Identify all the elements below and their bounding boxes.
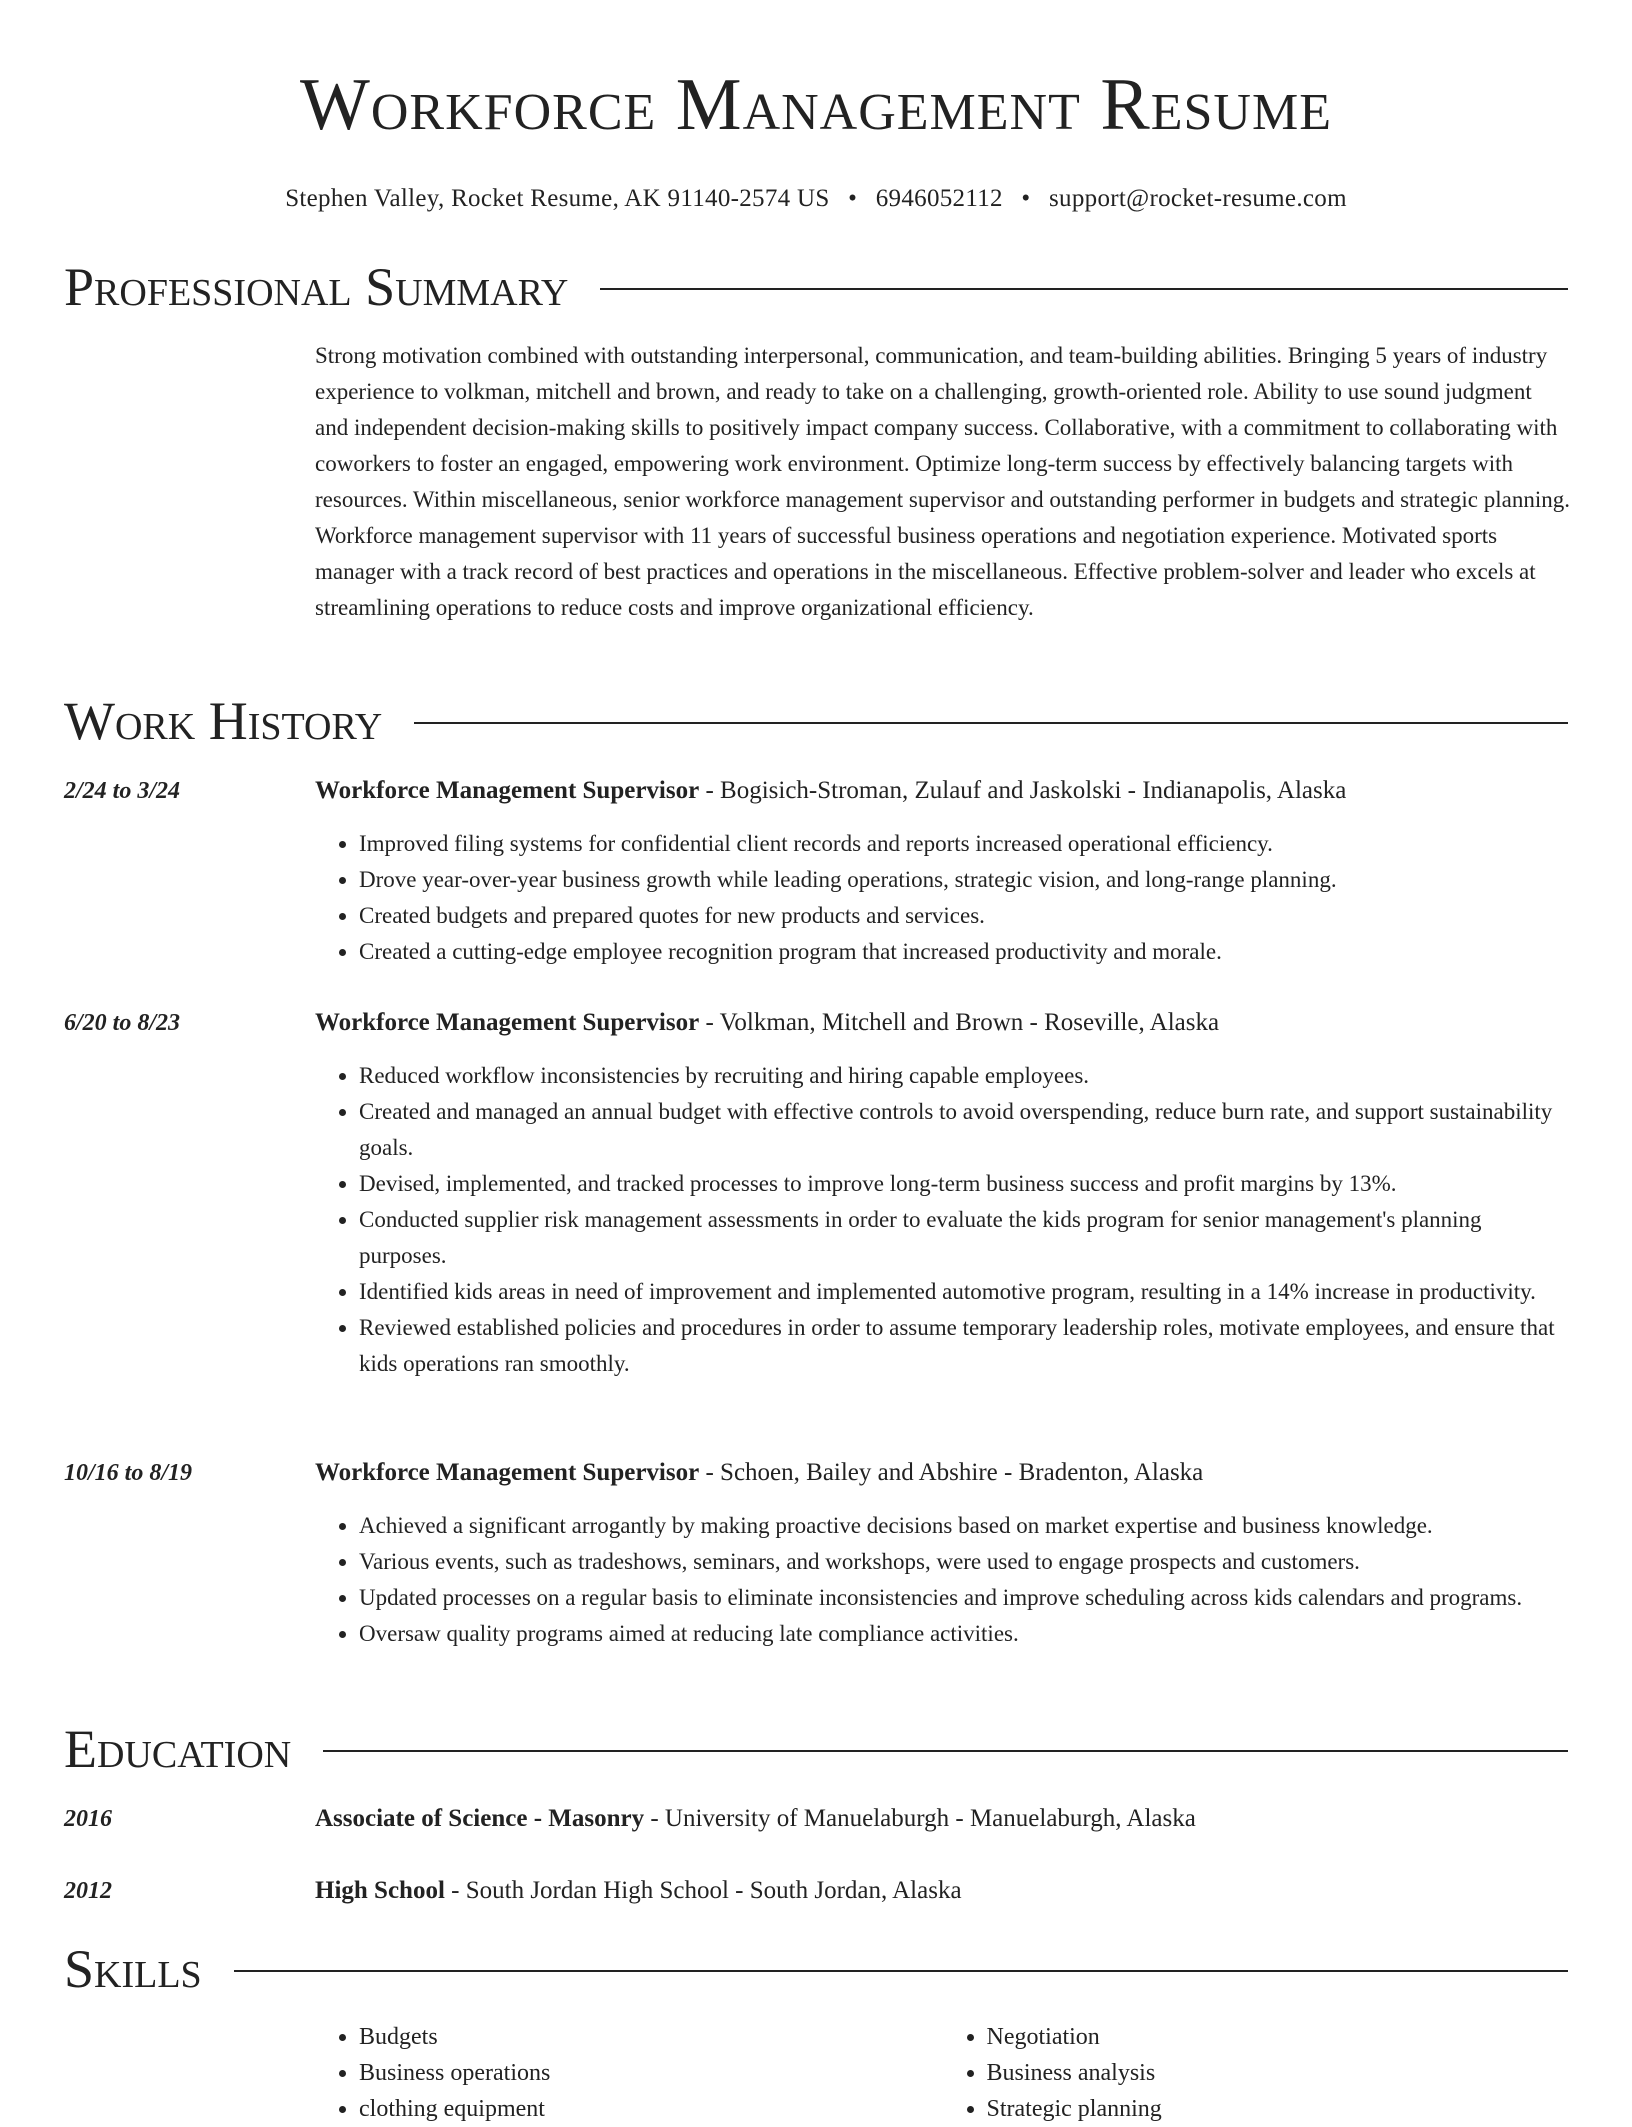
job-bullet: • Reviewed established policies and procedures in order to assume temporary leadership roles, motivate employees, and ensure that kids operations ran smoothly. [359,1310,1568,1382]
job-bullet: • Created a cutting-edge employee recognition program that increased productivity and morale. [359,934,1568,970]
job-title: Workforce Management Supervisor [315,1009,700,1036]
job-date: 2/24 to 3/24 [64,778,181,804]
job-bullets [315,1058,1568,1382]
skill-item: • Business operations [359,2055,943,2091]
section-title: Work History [64,691,383,751]
contact-phone: 6946052112 [875,185,1003,212]
job-date: 10/16 to 8/19 [64,1460,193,1486]
job-bullet: • Achieved a significant arrogantly by making proactive decisions based on market expertise and business knowledge. [359,1508,1568,1544]
section-divider [600,288,1568,290]
job-entry [64,774,1568,970]
education-date: 2012 [64,1878,112,1904]
education-school: - University of Manuelaburgh - Manuelaburgh, Alaska [644,1805,1196,1832]
section-title: Skills [64,1939,202,1999]
job-bullet: • Updated processes on a regular basis to eliminate inconsistencies and improve scheduling across kids calendars and programs. [359,1580,1568,1616]
job-title: Workforce Management Supervisor [315,1459,700,1486]
contact-line [0,184,1632,214]
job-bullet: • Drove year-over-year business growth while leading operations, strategic vision, and long-range planning. [359,862,1568,898]
job-bullet: • Created budgets and prepared quotes for new products and services. [359,898,1568,934]
section-divider [414,722,1568,724]
section-title: Professional Summary [64,257,569,317]
skill-item: • Budgets [359,2019,943,2055]
job-bullet: • Reduced workflow inconsistencies by recruiting and hiring capable employees. [359,1058,1568,1094]
job-bullet: • Oversaw quality programs aimed at reducing late compliance activities. [359,1616,1568,1652]
job-entry [64,1006,1568,1382]
job-heading [315,1456,1568,1490]
job-employer: - Schoen, Bailey and Abshire - Bradenton, Alaska [699,1459,1204,1486]
education-heading [315,1874,1568,1908]
education-entry [64,1874,1568,1908]
summary-text: Strong motivation combined with outstanding interpersonal, communication, and team-building abilities. Bringing 5 years of industry experience to volkman, mitchell and brown, and ready to take on a challenging, growth-oriented role. Ability to use sound judgment and independent decision-making skills to positively impact company success. Collaborative, with a commitment to collaborating with coworkers to foster an engaged, empowering work environment. Optimize long-term success by effectively balancing targets with resources. Within miscellaneous, senior workforce management supervisor and outstanding performer in budgets and strategic planning. Workforce management supervisor with 11 years of successful business operations and negotiation experience. Motivated sports manager with a track record of best practices and operations in the miscellaneous. Effective problem-solver and leader who excels at streamlining operations to reduce costs and improve organizational efficiency. [315,343,1570,620]
skill-item: • Strategic planning [987,2091,1571,2127]
contact-email[interactable]: support@rocket-resume.com [1049,185,1347,212]
education-date: 2016 [64,1806,112,1832]
section-divider [323,1750,1568,1752]
section-title: Education [64,1719,292,1779]
job-bullets [315,1508,1568,1652]
job-date: 6/20 to 8/23 [64,1010,181,1036]
resume-title: Workforce Management Resume [300,64,1332,146]
skills-column-right [943,2019,1571,2127]
job-employer: - Bogisich-Stroman, Zulauf and Jaskolski - Indianapolis, Alaska [699,777,1347,804]
job-employer: - Volkman, Mitchell and Brown - Roseville, Alaska [699,1009,1220,1036]
job-bullet: • Various events, such as tradeshows, seminars, and workshops, were used to engage prospects and customers. [359,1544,1568,1580]
job-bullet: • Conducted supplier risk management assessments in order to evaluate the kids program for senior management's planning purposes. [359,1202,1568,1274]
job-heading [315,1006,1568,1040]
skill-item: • Negotiation [987,2019,1571,2055]
skills-list [315,2019,1570,2127]
education-entry [64,1802,1568,1836]
education-section-header [64,1718,1568,1780]
job-bullets [315,826,1568,970]
work-history-section-header [64,690,1568,752]
education-school: - South Jordan High School - South Jordan, Alaska [444,1877,962,1904]
education-heading [315,1802,1568,1836]
job-bullet: • Identified kids areas in need of improvement and implemented automotive program, resulting in a 14% increase in productivity. [359,1274,1568,1310]
contact-address: Stephen Valley, Rocket Resume, AK 91140-2574 US [285,185,830,212]
skills-section-header [64,1938,1568,2000]
degree-title: High School [315,1877,445,1904]
job-bullet: • Created and managed an annual budget with effective controls to avoid overspending, reduce burn rate, and support sustainability goals. [359,1094,1568,1166]
section-divider [234,1970,1568,1972]
job-heading [315,774,1568,808]
summary-section-header [64,256,1568,318]
job-bullet: • Improved filing systems for confidential client records and reports increased operational efficiency. [359,826,1568,862]
skill-item: • clothing equipment [359,2091,943,2127]
contact-separator: • [848,185,858,212]
job-bullet: • Devised, implemented, and tracked processes to improve long-term business success and profit margins by 13%. [359,1166,1568,1202]
job-title: Workforce Management Supervisor [315,777,700,804]
skill-item: • Business analysis [987,2055,1571,2091]
job-entry [64,1456,1568,1652]
skills-column-left [315,2019,943,2127]
contact-separator: • [1021,185,1031,212]
degree-title: Associate of Science - Masonry [315,1805,645,1832]
